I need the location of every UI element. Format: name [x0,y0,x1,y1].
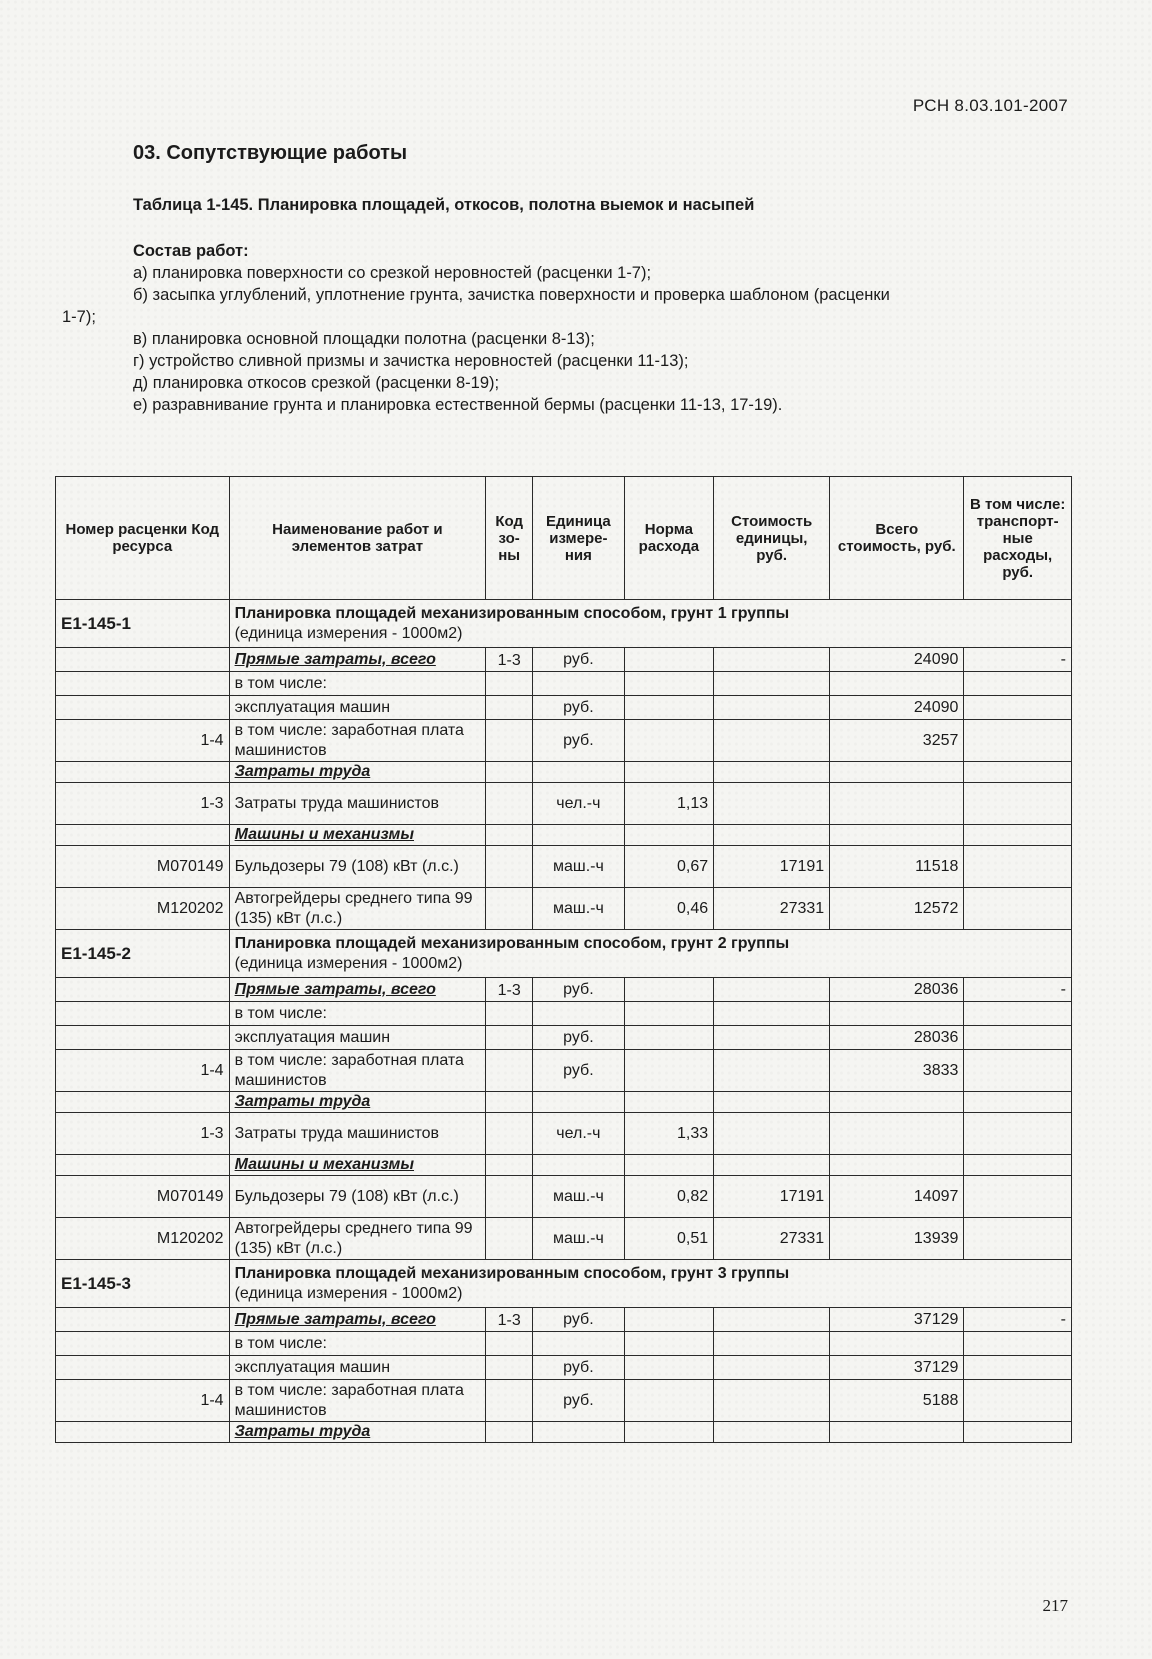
rate-code: Е1-145-2 [56,930,230,978]
table-row [56,720,1072,762]
rate-code: Е1-145-3 [56,1260,230,1308]
cell-unit: чел.-ч [533,783,625,825]
cell-unit [533,1155,625,1176]
cell-unit: руб. [533,978,625,1002]
cell-total-cost [830,1092,964,1113]
header-transport: В том числе: транспорт-ные расходы, руб. [964,477,1072,600]
cell-total-cost [830,1422,964,1443]
cell-unit: руб. [533,696,625,720]
composition-item: в) планировка основной площадки полотна (расценки 8-13); [133,330,595,348]
cell-zone-code [486,762,533,783]
cell-transport [964,1113,1072,1155]
cell-work-name: в том числе: заработная плата машинистов [229,1050,486,1092]
cell-work-name: Автогрейдеры среднего типа 99 (135) кВт (л.с.) [229,1218,486,1260]
cell-unit: чел.-ч [533,1113,625,1155]
cell-unit-cost [714,1155,830,1176]
cell-unit-cost [714,825,830,846]
cell-total-cost: 37129 [830,1356,964,1380]
cell-unit: маш.-ч [533,1218,625,1260]
cell-transport [964,1050,1072,1092]
cell-norm [624,1092,713,1113]
cell-resource-code: М070149 [56,846,230,888]
cell-resource-code: 1-3 [56,783,230,825]
cell-resource-code: М120202 [56,1218,230,1260]
cell-total-cost: 5188 [830,1380,964,1422]
cell-unit: руб. [533,1026,625,1050]
cell-resource-code: 1-4 [56,1050,230,1092]
cell-norm: 1,33 [624,1113,713,1155]
rate-title-row [56,600,1072,648]
cell-unit-cost: 17191 [714,1176,830,1218]
cell-transport [964,783,1072,825]
cell-work-name: Прямые затраты, всего [229,1308,486,1332]
header-norm: Норма расхода [624,477,713,600]
table-body [56,600,1072,1443]
cell-zone-code [486,1422,533,1443]
cell-total-cost: 3257 [830,720,964,762]
table-row [56,1026,1072,1050]
cell-zone-code [486,1218,533,1260]
cell-unit-cost: 27331 [714,888,830,930]
cell-unit-cost [714,1332,830,1356]
header-work-name: Наименование работ и элементов затрат [229,477,486,600]
rate-title-row [56,930,1072,978]
cell-transport: - [964,1308,1072,1332]
cell-unit-cost [714,1308,830,1332]
cell-zone-code: 1-3 [486,1308,533,1332]
table-row [56,783,1072,825]
cell-unit: руб. [533,648,625,672]
cell-resource-code: М120202 [56,888,230,930]
cell-norm [624,762,713,783]
header-unit-cost: Стоимость единицы, руб. [714,477,830,600]
cell-resource-code [56,1422,230,1443]
cell-zone-code [486,783,533,825]
cell-norm [624,1155,713,1176]
cell-transport [964,846,1072,888]
cell-total-cost: 37129 [830,1308,964,1332]
cell-unit-cost [714,720,830,762]
cell-total-cost [830,1002,964,1026]
table-row [56,696,1072,720]
cell-norm [624,720,713,762]
cell-norm: 0,82 [624,1176,713,1218]
cell-resource-code [56,1356,230,1380]
table-row [56,762,1072,783]
cell-norm [624,978,713,1002]
table-row [56,1218,1072,1260]
cell-resource-code [56,672,230,696]
cell-zone-code [486,888,533,930]
cell-total-cost [830,783,964,825]
cell-norm [624,672,713,696]
cell-unit [533,825,625,846]
cell-unit: руб. [533,1356,625,1380]
cell-work-name: Бульдозеры 79 (108) кВт (л.с.) [229,846,486,888]
cell-unit: руб. [533,720,625,762]
cell-work-name: Прямые затраты, всего [229,648,486,672]
cell-unit-cost [714,1050,830,1092]
table-row [56,1002,1072,1026]
cell-unit-cost [714,762,830,783]
cell-zone-code [486,1356,533,1380]
table-row [56,846,1072,888]
cell-work-name: Машины и механизмы [229,825,486,846]
header-rate-code: Номер расценки Код ресурса [56,477,230,600]
cell-zone-code [486,696,533,720]
cell-work-name: в том числе: [229,1332,486,1356]
cell-zone-code [486,1113,533,1155]
cell-total-cost: 13939 [830,1218,964,1260]
cell-unit [533,1092,625,1113]
header-unit: Единица измере-ния [533,477,625,600]
rate-title [229,1260,1071,1308]
cell-transport [964,1026,1072,1050]
cell-total-cost: 14097 [830,1176,964,1218]
cell-work-name: Бульдозеры 79 (108) кВт (л.с.) [229,1176,486,1218]
cell-norm [624,1026,713,1050]
cell-resource-code [56,696,230,720]
table-row [56,1356,1072,1380]
cell-norm: 1,13 [624,783,713,825]
cell-transport [964,888,1072,930]
cell-resource-code [56,1092,230,1113]
rate-measure-unit: (единица измерения - 1000м2) [234,954,463,972]
cell-unit: руб. [533,1380,625,1422]
cell-work-name: эксплуатация машин [229,1026,486,1050]
rates-table [55,476,1072,1443]
cell-resource-code [56,825,230,846]
cell-unit [533,762,625,783]
rate-title-text: Планировка площадей механизированным способом, грунт 3 группы [234,1264,790,1282]
composition-item: д) планировка откосов срезкой (расценки 8-19); [133,374,500,392]
cell-resource-code [56,1308,230,1332]
cell-work-name: Затраты труда [229,1422,486,1443]
cell-norm [624,1356,713,1380]
cell-norm [624,648,713,672]
cell-unit: маш.-ч [533,888,625,930]
cell-norm: 0,46 [624,888,713,930]
cell-norm [624,696,713,720]
table-row [56,1422,1072,1443]
cell-zone-code [486,1002,533,1026]
table-title: Таблица 1-145. Планировка площадей, откосов, полотна выемок и насыпей [133,196,755,214]
cell-work-name: Машины и механизмы [229,1155,486,1176]
cell-unit-cost [714,1113,830,1155]
cell-work-name: эксплуатация машин [229,1356,486,1380]
cell-norm: 0,51 [624,1218,713,1260]
cell-transport [964,1176,1072,1218]
cell-norm: 0,67 [624,846,713,888]
cell-total-cost: 24090 [830,696,964,720]
document-reference: РСН 8.03.101-2007 [912,96,1068,115]
cell-resource-code [56,762,230,783]
rate-title [229,600,1071,648]
cell-work-name: Затраты труда машинистов [229,783,486,825]
cell-resource-code [56,1026,230,1050]
composition-item-continuation: 1-7); [62,308,96,326]
cell-total-cost [830,1113,964,1155]
cell-unit-cost [714,1092,830,1113]
cell-unit-cost [714,696,830,720]
header-zone-code: Код зо-ны [486,477,533,600]
cell-work-name: в том числе: [229,672,486,696]
table-row [56,1050,1072,1092]
cell-transport [964,1155,1072,1176]
cell-total-cost [830,1332,964,1356]
table-row [56,825,1072,846]
cell-zone-code [486,720,533,762]
cell-unit-cost [714,783,830,825]
cell-total-cost: 12572 [830,888,964,930]
table-row [56,888,1072,930]
cell-unit: маш.-ч [533,1176,625,1218]
rate-title [229,930,1071,978]
cell-work-name: Затраты труда машинистов [229,1113,486,1155]
cell-work-name: в том числе: [229,1002,486,1026]
cell-work-name: эксплуатация машин [229,696,486,720]
cell-unit [533,1332,625,1356]
cell-zone-code [486,1380,533,1422]
table-row [56,978,1072,1002]
cell-transport: - [964,648,1072,672]
cell-total-cost: 28036 [830,1026,964,1050]
cell-zone-code [486,825,533,846]
cell-norm [624,1050,713,1092]
cell-resource-code: 1-3 [56,1113,230,1155]
cell-norm [624,825,713,846]
cell-transport [964,1356,1072,1380]
cell-zone-code [486,1155,533,1176]
cell-work-name: в том числе: заработная плата машинистов [229,1380,486,1422]
section-title: 03. Сопутствующие работы [133,142,408,164]
cell-unit-cost [714,648,830,672]
rate-measure-unit: (единица измерения - 1000м2) [234,624,463,642]
cell-norm [624,1308,713,1332]
cell-work-name: Затраты труда [229,1092,486,1113]
composition-heading: Состав работ: [133,242,249,260]
cell-total-cost: 28036 [830,978,964,1002]
cell-resource-code: М070149 [56,1176,230,1218]
cell-resource-code [56,1155,230,1176]
cell-zone-code [486,1050,533,1092]
cell-transport [964,1380,1072,1422]
cell-total-cost: 3833 [830,1050,964,1092]
cell-unit [533,672,625,696]
cell-unit-cost [714,1422,830,1443]
cell-transport [964,1422,1072,1443]
cell-zone-code [486,1026,533,1050]
cell-unit [533,1002,625,1026]
cell-unit-cost [714,1380,830,1422]
composition-item: е) разравнивание грунта и планировка естественной бермы (расценки 11-13, 17-19). [133,396,783,414]
cell-unit: руб. [533,1050,625,1092]
table-row [56,1113,1072,1155]
cell-transport [964,1218,1072,1260]
cell-unit: руб. [533,1308,625,1332]
cell-unit-cost [714,978,830,1002]
table-row [56,1308,1072,1332]
cell-total-cost: 11518 [830,846,964,888]
cell-unit-cost [714,672,830,696]
cell-unit-cost [714,1026,830,1050]
cell-total-cost: 24090 [830,648,964,672]
composition-item: г) устройство сливной призмы и зачистка неровностей (расценки 11-13); [133,352,689,370]
cell-total-cost [830,825,964,846]
cell-zone-code [486,1092,533,1113]
composition-item: б) засыпка углублений, уплотнение грунта, зачистка поверхности и проверка шаблоном (расценки [133,286,890,304]
cell-unit-cost: 17191 [714,846,830,888]
cell-work-name: Прямые затраты, всего [229,978,486,1002]
cell-transport [964,825,1072,846]
cell-resource-code [56,1332,230,1356]
cell-zone-code [486,1176,533,1218]
table-row [56,1380,1072,1422]
table-row [56,672,1072,696]
table-row [56,1176,1072,1218]
cell-resource-code: 1-4 [56,720,230,762]
table-header-row [56,477,1072,600]
cell-norm [624,1422,713,1443]
cell-work-name: в том числе: заработная плата машинистов [229,720,486,762]
cell-zone-code [486,1332,533,1356]
cell-norm [624,1332,713,1356]
cell-transport [964,672,1072,696]
cell-unit [533,1422,625,1443]
cell-unit-cost: 27331 [714,1218,830,1260]
page-number: 217 [1042,1596,1068,1615]
cell-resource-code: 1-4 [56,1380,230,1422]
cell-resource-code [56,648,230,672]
cell-zone-code [486,846,533,888]
cell-transport [964,1332,1072,1356]
cell-work-name: Автогрейдеры среднего типа 99 (135) кВт (л.с.) [229,888,486,930]
cell-total-cost [830,672,964,696]
cell-zone-code: 1-3 [486,978,533,1002]
cell-zone-code: 1-3 [486,648,533,672]
table-row [56,648,1072,672]
rate-measure-unit: (единица измерения - 1000м2) [234,1284,463,1302]
cell-unit-cost [714,1356,830,1380]
cell-zone-code [486,672,533,696]
cell-total-cost [830,762,964,783]
rate-title-text: Планировка площадей механизированным способом, грунт 2 группы [234,934,790,952]
rate-title-row [56,1260,1072,1308]
rate-code: Е1-145-1 [56,600,230,648]
cell-transport [964,1092,1072,1113]
composition-item: а) планировка поверхности со срезкой неровностей (расценки 1-7); [133,264,652,282]
table-row [56,1155,1072,1176]
cell-total-cost [830,1155,964,1176]
work-composition [62,240,1092,416]
table-row [56,1332,1072,1356]
cell-transport [964,1002,1072,1026]
header-total-cost: Всего стоимость, руб. [830,477,964,600]
rate-title-text: Планировка площадей механизированным способом, грунт 1 группы [234,604,790,622]
cell-unit-cost [714,1002,830,1026]
cell-norm [624,1002,713,1026]
cell-unit: маш.-ч [533,846,625,888]
cell-transport: - [964,978,1072,1002]
cell-norm [624,1380,713,1422]
cell-transport [964,762,1072,783]
cell-work-name: Затраты труда [229,762,486,783]
table-row [56,1092,1072,1113]
cell-resource-code [56,1002,230,1026]
cell-transport [964,696,1072,720]
cell-transport [964,720,1072,762]
cell-resource-code [56,978,230,1002]
